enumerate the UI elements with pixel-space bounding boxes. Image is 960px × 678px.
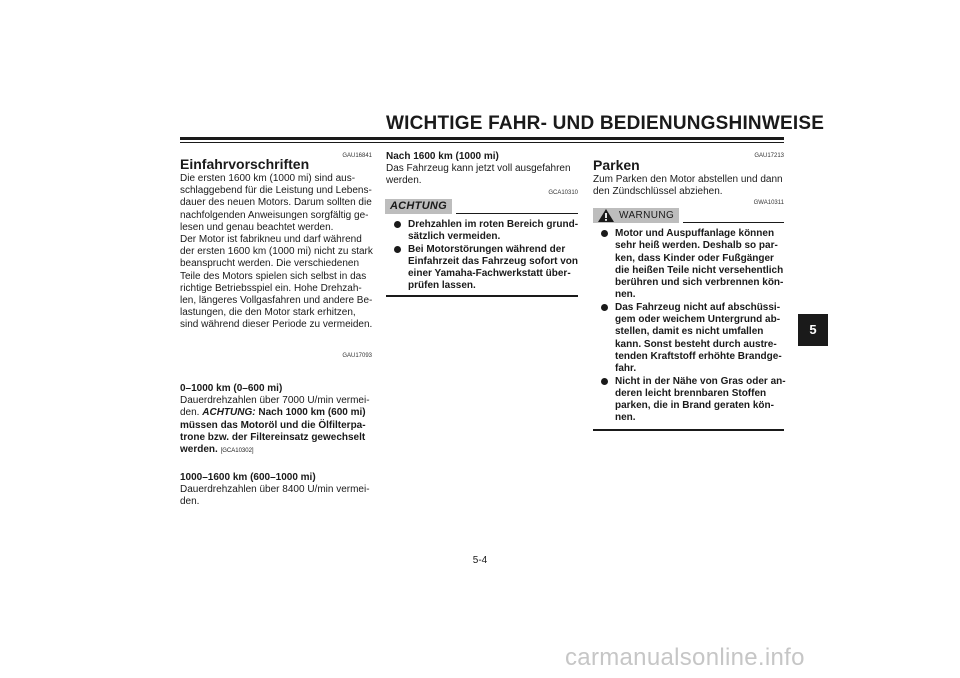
- bullet-text: ken, dass Kinder oder Fußgänger: [615, 252, 774, 264]
- warning-banner: [593, 208, 679, 223]
- bullet-text: die heißen Teile nicht versehentlich: [615, 264, 784, 276]
- text-line: lastungen, die den Motor stark erhitzen,: [180, 307, 356, 319]
- parken-paragraph: [593, 174, 783, 198]
- text-line: richtige Betriebsspiel ein. Hohe Drehzah-: [180, 282, 362, 294]
- bullet-icon: [601, 378, 608, 385]
- bullet-text: Motor und Auspuffanlage können: [615, 228, 775, 239]
- text-line: Dauerdrehzahlen über 8400 U/min vermei-: [180, 484, 370, 496]
- text-line: sind während dieser Periode zu vermeiden.: [180, 319, 373, 331]
- page-title: WICHTIGE FAHR- UND BEDIENUNGSHINWEISE: [386, 113, 825, 134]
- text-line: Zum Parken den Motor abstellen und dann: [593, 174, 783, 185]
- text-line: den.: [180, 496, 200, 508]
- bullet-text: parken, die in Brand geraten kön-: [615, 400, 774, 412]
- banner-rule: [456, 213, 578, 214]
- bullet-text: einer Yamaha-Fachwerkstatt über-: [408, 268, 571, 280]
- text-line: [180, 407, 370, 419]
- break-in-0-1000: [180, 383, 370, 456]
- header-rule-thin: [180, 142, 784, 143]
- text-line: Dauerdrehzahlen über 7000 U/min vermei-: [180, 395, 370, 407]
- after-1600-section: [386, 151, 571, 188]
- bullet-icon: [601, 304, 608, 311]
- break-in-1000-1600: [180, 472, 370, 509]
- banner-rule: [683, 222, 784, 223]
- bullet-text: gem oder weichem Untergrund ab-: [615, 314, 781, 326]
- section-heading-parken: Parken: [593, 157, 640, 173]
- bullet-text: Drehzahlen im roten Bereich grund-: [408, 219, 579, 230]
- bullet-text: stellen, damit es nicht umfallen: [615, 326, 764, 338]
- watermark: carmanualsonline.info: [565, 644, 805, 671]
- section-end-rule: [386, 295, 578, 297]
- warning-banner-label: WARNUNG: [619, 210, 675, 221]
- header-rule: [180, 137, 784, 140]
- bullet-text: berühren und sich verbrennen kön-: [615, 277, 784, 289]
- subheading-after-1600: Nach 1600 km (1000 mi): [386, 151, 499, 162]
- achtung-inline-label: ACHTUNG:: [202, 407, 256, 419]
- reference-code: GAU16841: [342, 153, 372, 159]
- bullet-text: sätzlich vermeiden.: [408, 231, 501, 243]
- bullet-text: sehr heiß werden. Deshalb so par-: [615, 240, 778, 252]
- text-line: nachfolgenden Anweisungen sorgfältig ge-: [180, 209, 369, 221]
- reference-code: GCA10310: [548, 190, 578, 196]
- bullet-icon: [394, 221, 401, 228]
- intro-paragraph: [180, 173, 373, 331]
- section-end-rule: [593, 429, 784, 431]
- bullet-text: nen.: [615, 412, 636, 424]
- section-heading-einfahrvorschriften: Einfahrvorschriften: [180, 156, 310, 172]
- text-line: Teile des Motors spielen sich selbst in das: [180, 270, 367, 282]
- page-number: 5-4: [472, 555, 488, 566]
- bullet-text: Nicht in der Nähe von Gras oder an-: [615, 375, 786, 387]
- text-line: Der Motor ist fabrikneu und darf während: [180, 233, 362, 245]
- text-line: len, längeres Vollgasfahren und andere Be-: [180, 294, 373, 306]
- text-line: Die ersten 1600 km (1000 mi) sind aus-: [180, 173, 356, 184]
- bullet-text: deren leicht brennbaren Stoffen: [615, 387, 767, 399]
- text-run: Nach 1000 km (600 mi): [255, 407, 366, 419]
- bullet-text: tenden Kraftstoff erhöhte Brandge-: [615, 350, 782, 362]
- subheading-0-1000: 0–1000 km (0–600 mi): [180, 383, 283, 394]
- text-line: schlaggebend für die Leistung und Lebens-: [180, 185, 372, 197]
- text-line: [180, 444, 370, 456]
- text-run: den.: [180, 407, 203, 419]
- bullet-text: Das Fahrzeug nicht auf abschüssi-: [615, 301, 781, 313]
- text-line: den Zündschlüssel abziehen.: [593, 186, 723, 198]
- text-line: werden.: [386, 175, 422, 187]
- text-line: dauer des neuen Motors. Darum sollten die: [180, 197, 372, 209]
- text-line: lesen und genau beachtet werden.: [180, 221, 334, 233]
- warning-triangle-icon: [597, 208, 615, 223]
- text-line: müssen das Motoröl und die Ölfilterpa-: [180, 419, 366, 431]
- bullet-icon: [601, 230, 608, 237]
- reference-code: GAU17213: [754, 153, 784, 159]
- reference-code-inline: [GCA10302]: [220, 447, 254, 454]
- text-line: beansprucht werden. Die verschiedenen: [180, 258, 359, 270]
- text-line: trone bzw. der Filtereinsatz gewechselt: [180, 431, 366, 443]
- bullet-text: Einfahrzeit das Fahrzeug sofort von: [408, 255, 579, 267]
- bullet-text: kann. Sonst besteht durch austre-: [615, 338, 777, 350]
- reference-code: GAU17093: [342, 353, 372, 359]
- reference-code: GWA10311: [753, 200, 784, 206]
- chapter-tab: 5: [798, 314, 828, 346]
- bullet-text: Bei Motorstörungen während der: [408, 243, 566, 255]
- bullet-icon: [394, 246, 401, 253]
- bullet-text: prüfen lassen.: [408, 280, 476, 292]
- text-line: der ersten 1600 km (1000 mi) nicht zu stark: [180, 246, 373, 258]
- achtung-banner: ACHTUNG: [385, 199, 452, 214]
- subheading-1000-1600: 1000–1600 km (600–1000 mi): [180, 472, 316, 483]
- text-run: werden.: [180, 443, 218, 455]
- bullet-text: fahr.: [615, 363, 637, 375]
- bullet-text: nen.: [615, 289, 636, 301]
- text-line: Das Fahrzeug kann jetzt voll ausgefahren: [386, 163, 571, 175]
